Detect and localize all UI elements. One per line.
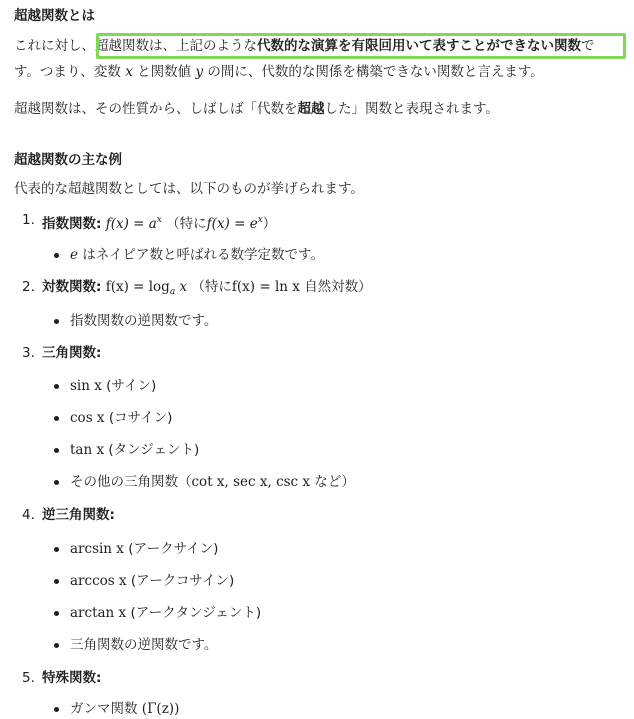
list-item <box>42 277 372 302</box>
math-formula: (Γ(z)) <box>141 701 180 717</box>
list-number: 2. <box>22 279 35 295</box>
text-span: はネイピア数と呼ばれる数学定数です。 <box>82 247 324 263</box>
item-label: 三角関数: <box>42 345 102 361</box>
bullet-dot <box>54 384 59 389</box>
math-var-e: e <box>70 247 78 263</box>
bullet-dot <box>54 547 59 552</box>
bullet-dot <box>54 448 59 453</box>
bold-text: 超越 <box>297 101 325 117</box>
math-formula: tan x <box>70 442 105 458</box>
math-formula: arcsin x <box>70 541 124 557</box>
item-label: 対数関数: <box>42 279 102 295</box>
math-var-y: y <box>195 64 204 80</box>
math-formula <box>106 279 187 295</box>
text-span: (タンジェント) <box>108 442 200 458</box>
math-formula: cos x <box>70 410 105 426</box>
bullet-dot <box>54 480 59 485</box>
sub-list-item <box>70 408 172 428</box>
text-span: した」関数と表現されます。 <box>324 101 499 117</box>
bullet-dot <box>54 707 59 712</box>
formula-text: f(x) = a <box>105 216 157 232</box>
text-span: (アークコサイン) <box>130 573 235 589</box>
sub-list-item <box>70 376 156 396</box>
paragraph-line <box>14 99 499 119</box>
math-formula: arccos x <box>70 573 127 589</box>
item-label: 逆三角関数: <box>42 507 115 523</box>
math-formula <box>207 216 263 232</box>
bullet-dot <box>54 579 59 584</box>
text-span: これに対し、 <box>14 38 95 54</box>
item-label: 指数関数: <box>42 216 102 232</box>
list-number: 4. <box>22 507 35 523</box>
text-span: （特に <box>191 279 232 295</box>
sub-list-item <box>70 539 218 559</box>
text-span: (コサイン) <box>108 410 173 426</box>
text-span: など） <box>314 474 355 490</box>
highlight-box <box>96 33 626 59</box>
text-span: 超越関数は、上記のような <box>95 38 257 54</box>
item-label: 特殊関数: <box>42 670 102 686</box>
sub-list-item <box>70 472 355 492</box>
text-span: ） <box>262 216 277 232</box>
sub-list-item <box>70 603 261 623</box>
math-formula: f(x) = ln x <box>231 279 300 295</box>
intro-text: 代表的な超越関数としては、以下のものが挙げられます。 <box>14 181 364 197</box>
math-formula: arctan x <box>70 605 127 621</box>
list-number: 1. <box>22 212 35 228</box>
formula-text: x <box>179 279 188 295</box>
math-formula <box>106 216 162 232</box>
bold-text: 代数的な演算を有限回用いて表すことができない関数 <box>257 38 581 54</box>
text-span: (アークタンジェント) <box>130 605 262 621</box>
text-span: (サイン) <box>106 378 157 394</box>
sub-list-item <box>70 245 324 265</box>
math-formula: cot x, sec x, csc x <box>191 474 311 490</box>
text-span: と関数値 <box>137 64 192 80</box>
text-span: (アークサイン) <box>128 541 219 557</box>
text-span: の間に、代数的な関係を構築できない関数と言えます。 <box>207 64 544 80</box>
section-title-examples: 超越関数の主な例 <box>14 152 122 168</box>
formula-sup: x <box>156 215 162 225</box>
sub-list-item <box>70 440 199 460</box>
text-span: 超越関数は、その性質から、しばしば「代数を <box>14 101 298 117</box>
section-title-transcendental: 超越関数とは <box>14 8 95 24</box>
formula-text: f(x) = log <box>105 279 170 295</box>
math-var-x: x <box>125 64 133 80</box>
formula-sup: x <box>257 215 263 225</box>
text-span: ガンマ関数 <box>70 701 138 717</box>
text-span: す。つまり、変数 <box>14 64 121 80</box>
paragraph-line <box>14 62 544 82</box>
formula-sub: a <box>169 287 176 297</box>
sub-list-item: 指数関数の逆関数です。 <box>70 313 218 329</box>
bullet-dot <box>54 643 59 648</box>
text-span: 自然対数） <box>304 279 372 295</box>
text-span: その他の三角関数（ <box>70 474 192 490</box>
text-span: で <box>581 38 595 54</box>
sub-list-item <box>70 699 179 719</box>
formula-text: f(x) = e <box>206 216 258 232</box>
bullet-dot <box>54 611 59 616</box>
bullet-dot <box>54 253 59 258</box>
sub-list-item: 三角関数の逆関数です。 <box>70 637 218 653</box>
text-span: （特に <box>166 216 207 232</box>
bullet-dot <box>54 416 59 421</box>
list-item <box>42 210 276 234</box>
list-number: 5. <box>22 670 35 686</box>
sub-list-item <box>70 571 234 591</box>
bullet-dot <box>54 319 59 324</box>
list-number: 3. <box>22 345 35 361</box>
math-formula: sin x <box>70 378 102 394</box>
